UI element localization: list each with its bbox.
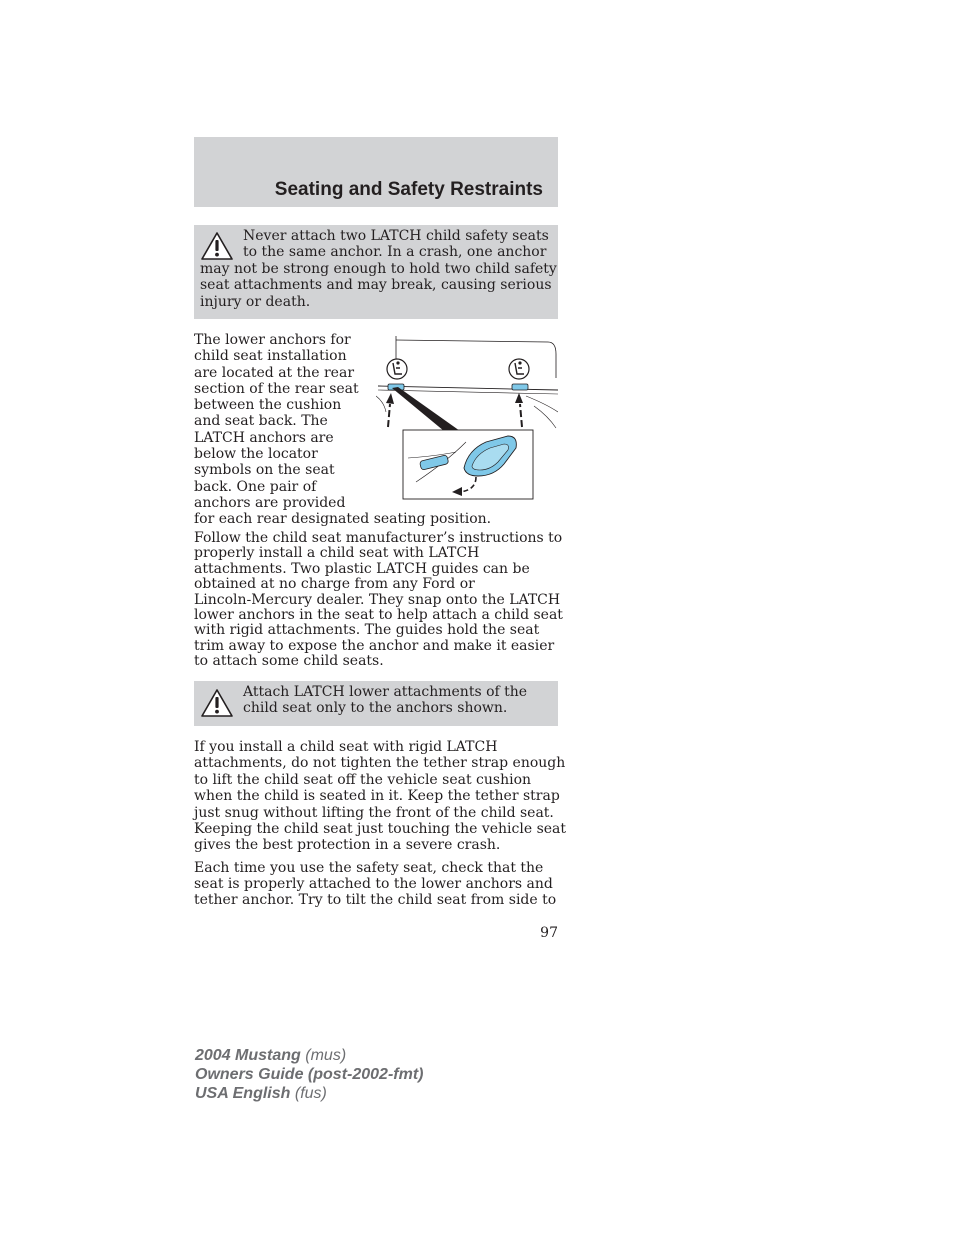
footer-model-line bbox=[195, 1046, 423, 1065]
warning-text bbox=[194, 684, 554, 717]
latch-detail-inset bbox=[403, 430, 533, 499]
footer-language: USA English bbox=[195, 1085, 291, 1102]
text-line: Keeping the child seat just touching the vehicle seat bbox=[194, 821, 567, 838]
warning-line: seat attachments and may break, causing serious bbox=[200, 277, 552, 294]
text-line: when the child is seated in it. Keep the tether strap bbox=[194, 788, 560, 805]
text-line: Lincoln-Mercury dealer. They snap onto the LATCH bbox=[194, 591, 561, 608]
arrow-up-left-icon bbox=[386, 393, 394, 427]
text-line: LATCH anchors are bbox=[194, 429, 334, 446]
footer-model: 2004 Mustang bbox=[195, 1047, 301, 1064]
warning-box-lower-attachments bbox=[194, 681, 558, 726]
section-title: Seating and Safety Restraints bbox=[274, 179, 543, 200]
text-line: and seat back. The bbox=[194, 413, 328, 430]
text-line: back. One pair of bbox=[194, 478, 317, 495]
document-footer bbox=[195, 1046, 423, 1103]
warning-line: child seat only to the anchors shown. bbox=[243, 700, 508, 717]
paragraph-latch-guides bbox=[194, 531, 563, 670]
text-line: for each rear designated seating position. bbox=[194, 511, 492, 528]
text-line: below the locator bbox=[194, 446, 318, 463]
text-line: attachments, do not tighten the tether strap enough bbox=[194, 755, 566, 772]
text-line: section of the rear seat bbox=[194, 380, 359, 397]
text-line: with rigid attachments. The guides hold the seat bbox=[194, 622, 540, 639]
text-line: lower anchors in the seat to help attach a child seat bbox=[194, 607, 563, 624]
footer-guide: Owners Guide (post-2002-fmt) bbox=[195, 1066, 424, 1083]
text-line: The lower anchors for bbox=[194, 332, 351, 348]
lower-anchor-right bbox=[512, 384, 528, 390]
warning-line: may not be strong enough to hold two child safety bbox=[200, 260, 557, 277]
section-header-band bbox=[194, 137, 558, 207]
text-line: trim away to expose the anchor and make it easier bbox=[194, 637, 555, 654]
footer-language-code: (fus) bbox=[294, 1085, 327, 1102]
text-line: anchors are provided bbox=[194, 494, 346, 511]
text-line: properly install a child seat with LATCH bbox=[194, 545, 480, 562]
text-line: child seat installation bbox=[194, 348, 347, 365]
text-line: If you install a child seat with rigid LATCH bbox=[194, 739, 498, 755]
text-line: to lift the child seat off the vehicle seat cushion bbox=[194, 771, 532, 788]
text-line: are located at the rear bbox=[194, 364, 355, 381]
text-line: attachments. Two plastic LATCH guides can be bbox=[194, 560, 530, 577]
text-line: Each time you use the safety seat, check that the bbox=[194, 860, 544, 876]
text-line: gives the best protection in a severe crash. bbox=[194, 837, 501, 854]
text-line: obtained at no charge from any Ford or bbox=[194, 576, 475, 593]
text-line: seat is properly attached to the lower anchors and bbox=[194, 876, 553, 893]
text-line: between the cushion bbox=[194, 397, 342, 414]
page-number: 97 bbox=[540, 925, 558, 941]
warning-line: injury or death. bbox=[200, 293, 311, 310]
arrow-up-right-icon bbox=[515, 393, 523, 427]
callout-pointer bbox=[392, 387, 460, 431]
text-line: tether anchor. Try to tilt the child seat from side to bbox=[194, 892, 557, 909]
paragraph-check-attachment bbox=[194, 860, 556, 909]
footer-model-code: (mus) bbox=[305, 1047, 347, 1064]
text-line: symbols on the seat bbox=[194, 462, 335, 479]
text-line: to attach some child seats. bbox=[194, 653, 384, 670]
latch-anchor-illustration bbox=[376, 332, 558, 504]
warning-line: Never attach two LATCH child safety seats bbox=[243, 228, 549, 244]
text-line: Follow the child seat manufacturer’s instructions to bbox=[194, 530, 563, 546]
warning-text bbox=[194, 228, 557, 310]
footer-guide-line bbox=[195, 1065, 423, 1084]
child-seat-locator-symbol-left-icon bbox=[387, 359, 407, 379]
warning-box-latch-anchor bbox=[194, 225, 558, 319]
paragraph-tether-strap bbox=[194, 739, 566, 854]
child-seat-locator-symbol-right-icon bbox=[509, 359, 529, 379]
warning-line: to the same anchor. In a crash, one anchor bbox=[243, 244, 547, 261]
warning-line: Attach LATCH lower attachments of the bbox=[243, 684, 528, 700]
text-line: just snug without lifting the front of the child seat. bbox=[194, 804, 554, 821]
footer-language-line bbox=[195, 1084, 423, 1103]
